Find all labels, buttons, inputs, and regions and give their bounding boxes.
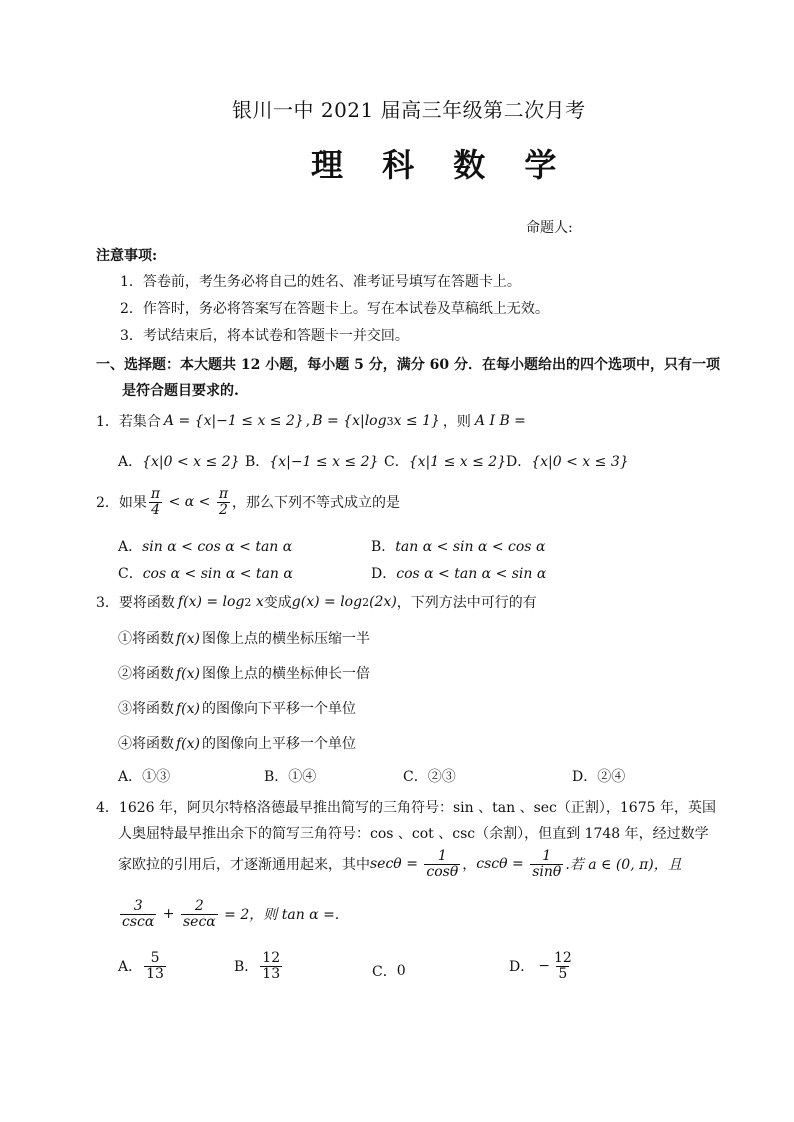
q3-option-a: A．①③ [118, 769, 171, 785]
q2-option-b [371, 536, 545, 556]
q2-option-b-label: B． [371, 539, 396, 555]
q2-option-a [118, 536, 292, 556]
q1-set-b-sub: 3 [386, 414, 394, 428]
question-3 [96, 592, 537, 612]
q4-line3-tail: .若 a ∈ (0, π)，且 [565, 857, 682, 874]
exam-subtitle: 理 科 数 学 [311, 146, 571, 184]
q2-middle: < α < [164, 494, 215, 511]
q1-option-c-label: C． [384, 454, 409, 470]
note-item-3: 3．考试结束后，将本试卷和答题卡一并交回。 [120, 328, 409, 344]
q1-set-a: A = {x|−1 ≤ x ≤ 2} [163, 413, 304, 429]
question-2 [96, 487, 400, 517]
q4-sec-lhs: secθ = [370, 856, 423, 873]
q1-number: 1． [96, 414, 119, 430]
q4-csc-lhs: cscθ = [476, 856, 529, 873]
question-4-equation: $\frac{3}{\csc\alpha}$ + $\frac{2}{\sec\alpha}$ = 2，则 tan α =. [122, 898, 340, 930]
q1-option-b-label: B． [245, 454, 270, 470]
q3-option-c: C．②③ [403, 769, 456, 785]
q2-option-c [118, 563, 293, 583]
q3-g-expr: g(x) = log [291, 594, 363, 610]
q3-method-1: ①将函数 f(x) 图像上点的横坐标压缩一半 [118, 631, 371, 647]
q2-option-c-label: C． [118, 566, 143, 582]
q3-f-expr: f(x) = log [177, 594, 245, 610]
exam-title: 银川一中 2021 届高三年级第二次月考 [232, 98, 586, 122]
q2-fraction-2: $\frac{\pi}{2}$ [218, 486, 229, 518]
q2-option-d-label: D． [371, 566, 397, 582]
q3-option-b: B．①④ [264, 769, 317, 785]
q3-suffix: ，下列方法中可行的有 [396, 595, 537, 611]
q3-method-3: ③将函数 f(x) 的图像向下平移一个单位 [118, 701, 357, 717]
q1-option-b-text: {x|−1 ≤ x ≤ 2} [269, 454, 379, 470]
q2-prefix: 如果 [118, 495, 147, 512]
q2-option-a-text: sin α < cos α < tan α [142, 539, 293, 555]
q4-option-a: A． $\frac{5}{13}$ [118, 950, 164, 982]
q1-option-a-text: {x|0 < x ≤ 2} [142, 454, 240, 470]
q1-option-d-label: D． [506, 454, 532, 470]
q3-method-2: ②将函数 f(x) 图像上点的横坐标伸长一倍 [118, 666, 371, 682]
q1-option-a [118, 451, 240, 471]
q1-option-a-label: A． [118, 454, 143, 470]
q1-option-d [506, 451, 629, 471]
q1-intersection: A I B = [474, 413, 526, 429]
question-4-line3: 家欧拉的引用后，才逐渐通用起来，其中 secθ = $\frac{1}{\cos\theta}$ ， cscθ = $\frac{1}{\sin\theta}$ .若 a ∈ (0, π)，且 [118, 848, 682, 880]
notes-heading: 注意事项: [96, 248, 158, 264]
q2-fraction-1: $\frac{\pi}{4}$ [150, 486, 161, 518]
section1-line2: 是符合题目要求的. [122, 383, 239, 399]
q3-g-tail: (2x) [369, 594, 397, 610]
q1-option-c-text: {x|1 ≤ x ≤ 2} [408, 454, 507, 470]
q4-eq-tail: = 2，则 tan α =. [219, 907, 340, 924]
q4-option-b: B． $\frac{12}{13}$ [234, 950, 281, 982]
q4-option-d: D． − $\frac{12}{5}$ [509, 950, 572, 982]
author-label: 命题人: [526, 220, 573, 236]
q2-number: 2． [96, 495, 119, 512]
section1-line1: 一、选择题：本大题共 12 小题，每小题 5 分，满分 60 分．在每小题给出的四个选项中，只有一项 [96, 357, 720, 373]
q2-suffix: ，那么下列不等式成立的是 [232, 495, 401, 512]
q3-option-d: D．②④ [572, 769, 626, 785]
q2-option-d-text: cos α < tan α < sin α [396, 566, 547, 582]
q4-eq-fraction-1: $\frac{3}{\csc\alpha}$ [122, 898, 155, 930]
note-item-2: 2．作答时，务必将答案写在答题卡上。写在本试卷及草稿纸上无效。 [120, 301, 549, 317]
q4-number: 4． [96, 800, 119, 816]
question-4-line2: 人奥屈特最早推出余下的简写三角符号：cos 、cot 、csc（余割），但直到 1748 年，经过数学 [118, 826, 709, 842]
q1-set-b-tail: x ≤ 1} [393, 413, 440, 429]
q4-eq-fraction-2: $\frac{2}{\sec\alpha}$ [182, 898, 216, 930]
q1-suffix: ，则 [442, 414, 471, 430]
q2-option-b-text: tan α < sin α < cos α [395, 539, 546, 555]
q1-option-c [384, 451, 506, 471]
q4-option-c: C． 0 [372, 963, 406, 980]
q1-prefix: 若集合 [118, 414, 161, 430]
question-1: 1． 若集合 A = {x|−1 ≤ x ≤ 2} , B = {x|log 3 x ≤ 1} ，则 A I B = [96, 413, 526, 430]
q3-method-4: ④将函数 f(x) 的图像向上平移一个单位 [118, 736, 357, 752]
q1-set-b: B = {x|log [312, 413, 387, 429]
q2-option-c-text: cos α < sin α < tan α [142, 566, 293, 582]
q3-prefix: 要将函数 [118, 595, 175, 611]
q3-mid: 变成 [263, 595, 292, 611]
q1-option-b [245, 451, 378, 471]
question-4-line1: 4．1626 年，阿贝尔特格洛德最早推出简写的三角符号：sin 、tan 、sec（正割），1675 年，英国 [96, 800, 716, 816]
q3-f-sub: 2 [244, 595, 252, 609]
q1-option-d-text: {x|0 < x ≤ 3} [531, 454, 629, 470]
note-item-1: 1．答卷前，考生务必将自己的姓名、准考证号填写在答题卡上。 [120, 274, 521, 290]
q3-g-sub: 2 [362, 595, 370, 609]
q2-option-a-label: A． [118, 539, 143, 555]
q3-f-tail: x [251, 594, 264, 610]
q4-sec-fraction: $\frac{1}{\cos\theta}$ [426, 848, 459, 880]
q2-option-d [371, 563, 546, 583]
q3-number: 3． [96, 595, 119, 611]
q4-csc-fraction: $\frac{1}{\sin\theta}$ [532, 848, 562, 880]
